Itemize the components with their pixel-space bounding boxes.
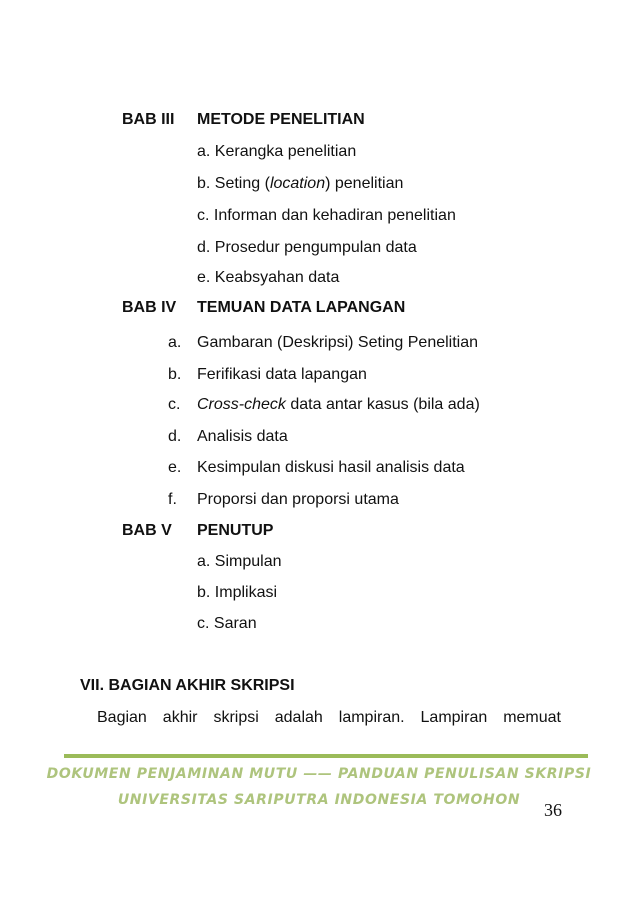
chapter-title: METODE PENELITIAN bbox=[197, 111, 365, 128]
list-item: c. Informan dan kehadiran penelitian bbox=[197, 207, 456, 224]
list-item: a. Simpulan bbox=[197, 553, 282, 570]
section-heading: VII. BAGIAN AKHIR SKRIPSI bbox=[80, 677, 295, 694]
paragraph-text: Bagian akhir skripsi adalah lampiran. Lampiran memuat bbox=[97, 709, 561, 726]
chapter-title: PENUTUP bbox=[197, 522, 274, 539]
chapter-label: BAB III bbox=[122, 111, 175, 128]
list-item-letter: d. bbox=[168, 428, 182, 445]
list-item-letter: b. bbox=[168, 366, 182, 383]
chapter-label: BAB IV bbox=[122, 299, 177, 316]
list-item: b. Implikasi bbox=[197, 584, 278, 601]
list-item: Proporsi dan proporsi utama bbox=[197, 491, 399, 508]
list-item-letter: e. bbox=[168, 459, 182, 476]
footer-line-1: DOKUMEN PENJAMINAN MUTU —— PANDUAN PENULISAN SKRIPSI bbox=[46, 766, 592, 782]
list-item: c. Saran bbox=[197, 615, 257, 632]
list-item: a. Kerangka penelitian bbox=[197, 143, 357, 160]
list-item: Gambaran (Deskripsi) Seting Penelitian bbox=[197, 334, 479, 351]
list-item-letter: c. bbox=[168, 396, 181, 413]
list-item: Analisis data bbox=[197, 428, 288, 445]
page-number: 36 bbox=[544, 800, 562, 820]
chapter-title: TEMUAN DATA LAPANGAN bbox=[197, 299, 406, 316]
chapter-label: BAB V bbox=[122, 522, 172, 539]
list-item: Cross-check data antar kasus (bila ada) bbox=[197, 396, 480, 413]
footer-rule bbox=[64, 754, 588, 758]
list-item: Kesimpulan diskusi hasil analisis data bbox=[197, 459, 465, 476]
list-item: d. Prosedur pengumpulan data bbox=[197, 239, 417, 256]
list-item-letter: a. bbox=[168, 334, 182, 351]
list-item: e. Keabsyahan data bbox=[197, 269, 340, 286]
list-item: Ferifikasi data lapangan bbox=[197, 366, 367, 383]
footer-line-2: UNIVERSITAS SARIPUTRA INDONESIA TOMOHON bbox=[117, 792, 521, 808]
list-item-letter: f. bbox=[168, 491, 177, 508]
list-item: b. Seting (location) penelitian bbox=[197, 175, 404, 192]
